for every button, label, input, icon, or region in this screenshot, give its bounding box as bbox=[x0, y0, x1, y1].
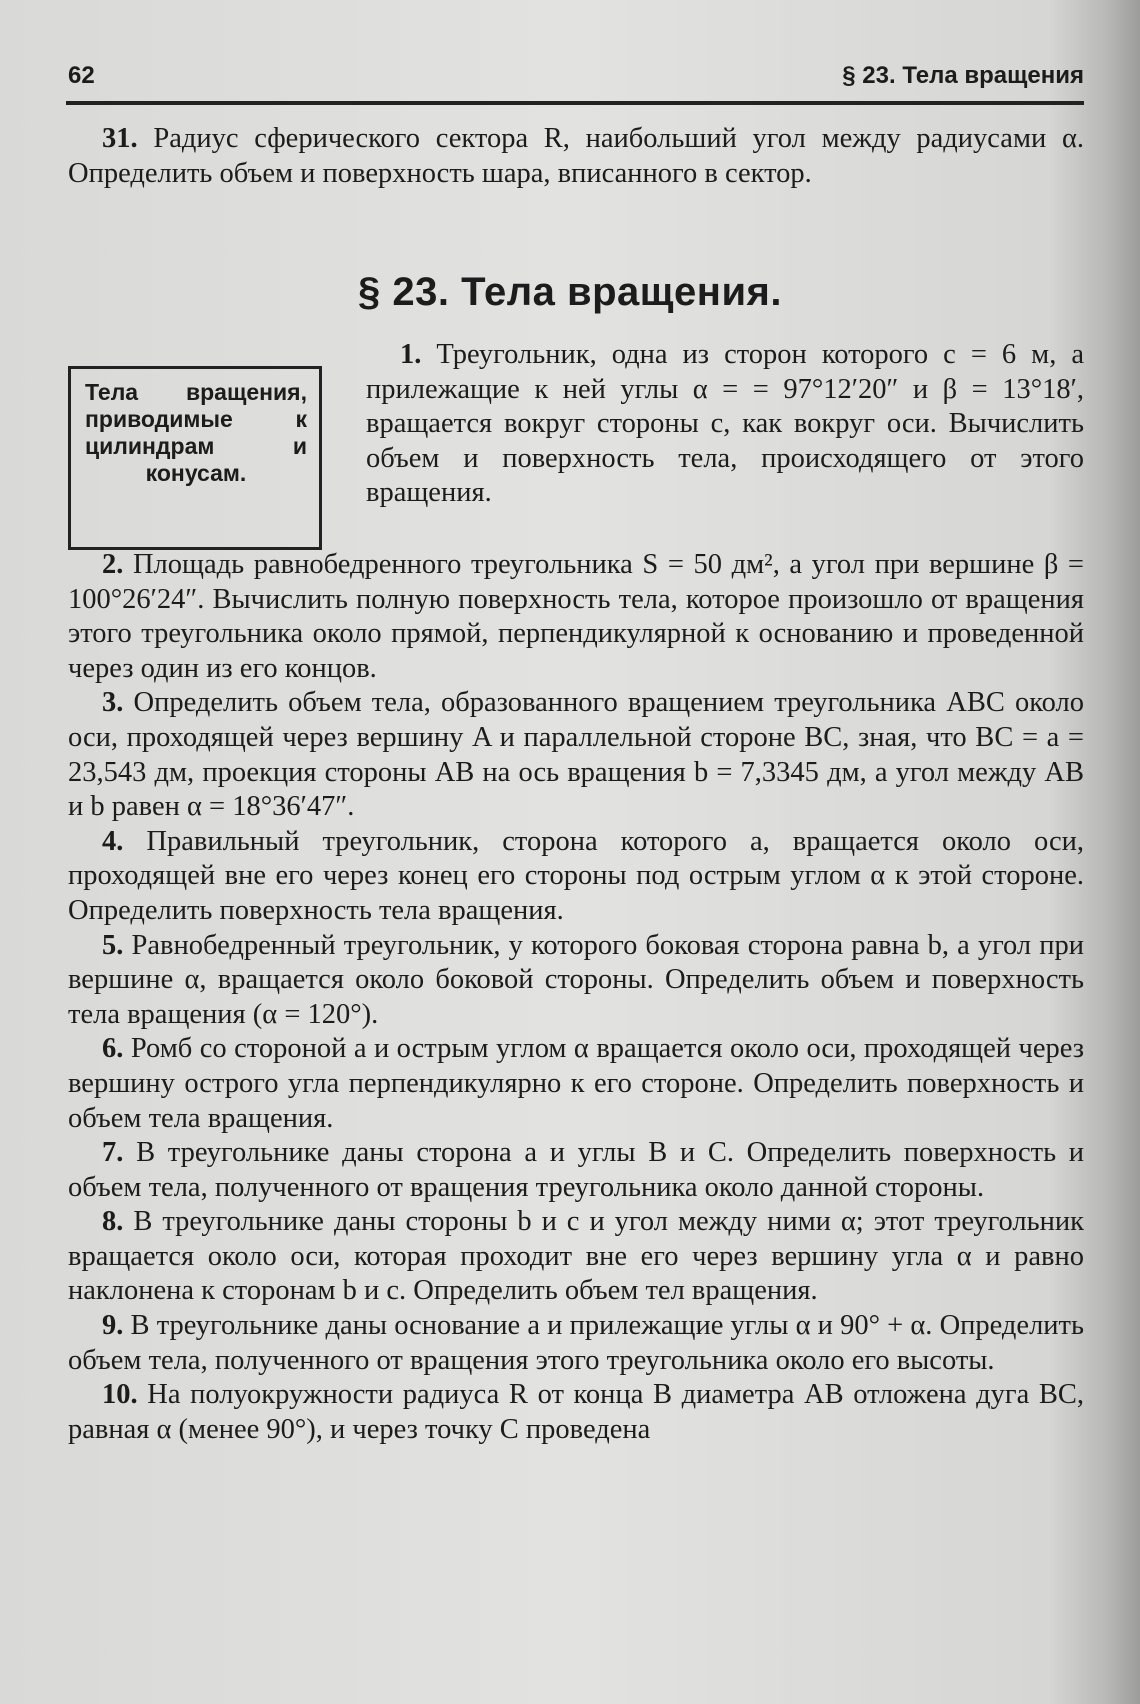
problem-number: 8. bbox=[102, 1206, 124, 1238]
problem-number: 9. bbox=[102, 1310, 124, 1342]
problem-number: 31. bbox=[102, 123, 138, 154]
problem-text: Ромб со стороной a и острым углом α вращается около оси, проходящей через вершину острого угла перпендикулярно к его стороне. Определить поверхность и объем тела вращения. bbox=[68, 1033, 1084, 1134]
problem-text: Равнобедренный треугольник, у которого боковая сторона равна b, а угол при вершине α, вращается около боковой стороны. Определить объем и поверхность тела вращения (α = 120°). bbox=[68, 929, 1084, 1030]
problem-1 bbox=[366, 338, 1084, 511]
page-header bbox=[68, 56, 1084, 96]
problem-number: 3. bbox=[102, 687, 124, 719]
list-item bbox=[68, 1205, 1084, 1309]
problem-text: В треугольнике даны основание a и прилежащие углы α и 90° + α. Определить объем тела, полученного от вращения этого треугольника около его высоты. bbox=[68, 1310, 1085, 1376]
problem-31 bbox=[68, 122, 1084, 191]
problem-text: На полуокружности радиуса R от конца B диаметра AB отложена дуга BC, равная α (менее 90°), и через точку C проведена bbox=[68, 1379, 1084, 1445]
problem-text: Треугольник, одна из сторон которого c = 6 м, а прилежащие к ней углы α = = 97°12′20″ и β = 13°18′, вращается вокруг стороны c, как вокруг оси. Вычислить объем и поверхность тела, происходящего от этого вращения. bbox=[366, 339, 1085, 509]
sidebar-note-box bbox=[68, 366, 322, 550]
page-number: 62 bbox=[68, 62, 95, 89]
header-rule bbox=[66, 101, 1084, 105]
problem-number: 4. bbox=[102, 825, 124, 857]
problem-number: 5. bbox=[102, 929, 124, 961]
problem-number: 7. bbox=[102, 1137, 124, 1169]
problem-text: Определить объем тела, образованного вращением треугольника ABC около оси, проходящей через вершину A и параллельной стороне BC, зная, что BC = a = 23,543 дм, проекция стороны AB на ось вращения b = 7,3345 дм, а угол между AB и b равен α = 18°36′47″. bbox=[68, 687, 1085, 823]
list-item bbox=[68, 825, 1084, 929]
problem-number: 6. bbox=[102, 1033, 124, 1065]
problem-text: Радиус сферического сектора R, наибольший угол между радиусами α. Определить объем и поверхность шара, вписанного в сектор. bbox=[68, 123, 1085, 189]
running-head: § 23. Тела вращения bbox=[842, 62, 1084, 89]
list-item bbox=[68, 1136, 1084, 1205]
sidebar-note: Тела вращения, приводимые к цилиндрам и конусам. bbox=[85, 379, 307, 486]
problem-text: В треугольнике даны стороны b и c и угол между ними α; этот треугольник вращается около оси, которая проходит вне его через вершину угла α и равно наклонена к сторонам b и c. Определить объем тел вращения. bbox=[68, 1206, 1084, 1307]
list-item bbox=[68, 1378, 1084, 1447]
problem-text: Правильный треугольник, сторона которого a, вращается около оси, проходящей вне его через конец его стороны под острым углом α к этой стороне. Определить поверхность тела вращения. bbox=[68, 825, 1084, 926]
list-item bbox=[68, 686, 1084, 824]
list-item bbox=[68, 548, 1084, 686]
section-title: § 23. Тела вращения. bbox=[357, 270, 782, 314]
problem-text: Площадь равнобедренного треугольника S = 50 дм², а угол при вершине β = 100°26′24″. Вычислить полную поверхность тела, которое произошло от вращения этого треугольника около прямой, перпендикулярной к основанию и проведенной через один из его концов. bbox=[68, 549, 1084, 684]
problem-list bbox=[68, 548, 1084, 1447]
problem-number: 10. bbox=[102, 1379, 138, 1411]
list-item bbox=[68, 1032, 1084, 1136]
problem-text: В треугольнике даны сторона a и углы B и C. Определить поверхность и объем тела, полученного от вращения треугольника около данной стороны. bbox=[68, 1137, 1085, 1203]
problem-number: 2. bbox=[102, 549, 124, 580]
list-item bbox=[68, 929, 1084, 1033]
list-item bbox=[68, 1309, 1084, 1378]
problem-number: 1. bbox=[400, 339, 422, 370]
